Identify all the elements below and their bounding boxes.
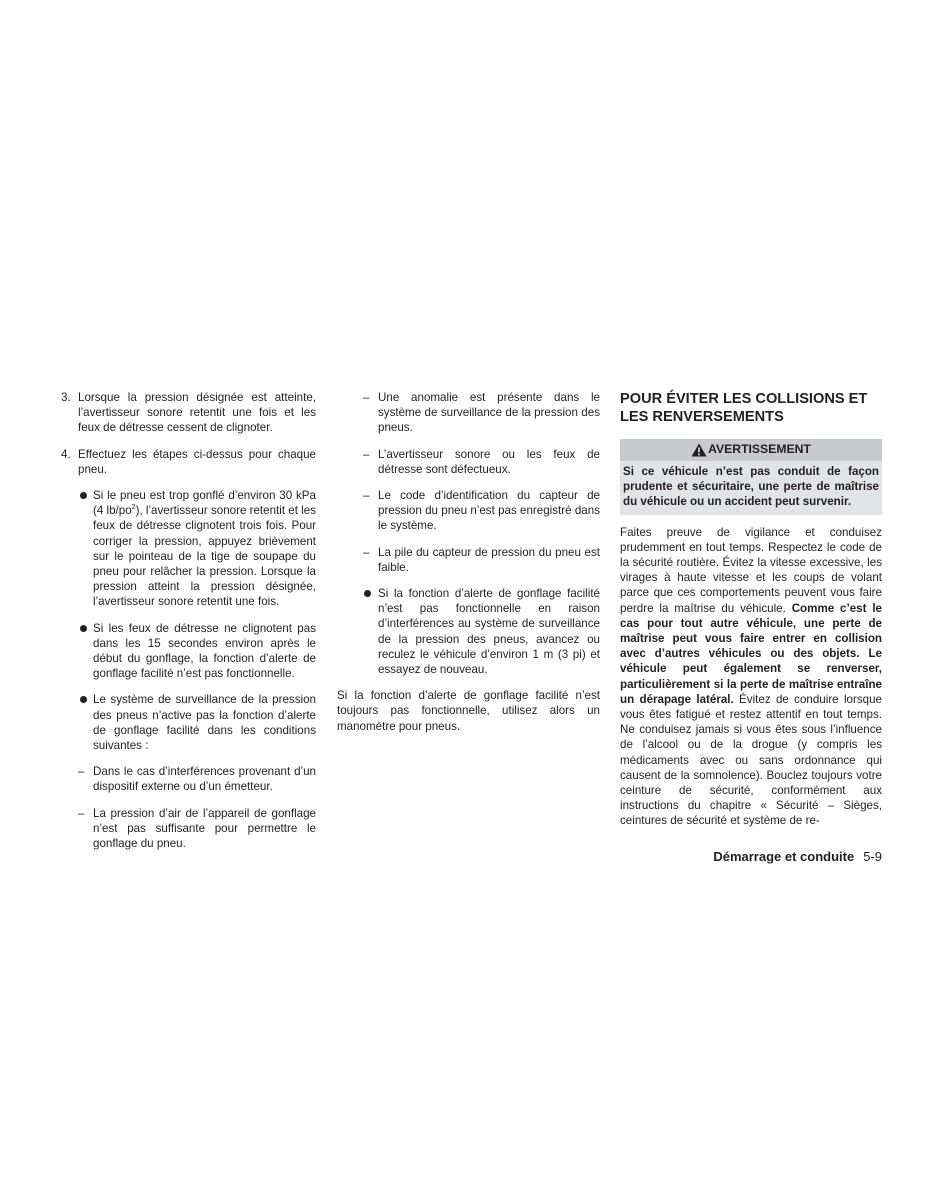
dash-text: Le code d’identification du capteur de pression du pneu n’est pas enregistré dans le système. [378,489,600,533]
warning-label: AVERTISSEMENT [708,442,811,457]
body-paragraph [620,525,882,829]
page-number: 5-9 [863,849,882,864]
bullet-icon [364,590,371,597]
dash-icon: – [363,489,370,503]
dash-icon: – [363,545,370,559]
step-text: Lorsque la pression désignée est atteinte, l’avertisseur sonore retentit une fois et les feux de détresse cessent de clignoter. [78,391,316,435]
dash-text: Dans le cas d’interférences provenant d’un dispositif externe ou d’un émetteur. [93,765,316,794]
dash-icon: – [78,765,85,779]
bullet-text: Si la fonction d’alerte de gonflage facilité n’est pas fonctionnelle en raison d’interférences au système de surveillance de la pression des pneus, avancez ou reculez le véhicule d’environ 1 m (3 pi) et essayez de nouveau. [378,587,600,677]
bullet-no-flash [61,621,316,682]
dash-icon: – [78,806,85,820]
dash-item [61,764,316,794]
warning-text: Si ce véhicule n’est pas conduit de façon prudente et sécuritaire, une perte de maîtrise du véhicule ou un accident peut survenir. [623,465,879,509]
dash-item [337,390,600,436]
superscript: 2 [131,504,136,512]
paragraph: Si la fonction d’alerte de gonflage facilité n’est toujours pas fonctionnelle, utilisez alors un manomètre pour pneus. [337,689,600,733]
dash-item [337,447,600,477]
body-text-1: Faites preuve de vigilance et conduisez prudemment en tout temps. Respectez le code de la sécurité routière. Évitez la vitesse excessive, les virages à haute vitesse et les coups de volant parce que ces comportements peuvent vous faire perdre la maîtrise du véhicule. [620,525,882,615]
warning-icon [691,443,707,457]
bullet-text: Le système de surveillance de la pression des pneus n’active pas la fonction d’alerte de gonflage facilité dans les conditions suivantes : [93,693,316,753]
bullet-icon [80,625,87,632]
warning-header [620,439,882,461]
section-title: POUR ÉVITER LES COLLISIONS ET LES RENVERSEMENTS [620,391,868,425]
bullet-text-pre: Si le pneu est trop gonflé d’environ 30 kPa (4 lb/po [93,489,316,518]
dash-text: La pression d’air de l’appareil de gonflage n’est pas suffisante pour permettre le gonflage du pneu. [93,806,316,851]
warning-box [620,439,882,515]
body-text-bold: Comme c’est le cas pour tout autre véhicule, une perte de maîtrise peut vous faire entrer en collision avec d’autres véhicules ou des objets. Le véhicule peut également se renverser, particulièrement si la perte de maîtrise entraîne un dérapage latéral. [620,601,883,706]
dash-item [337,488,600,534]
body-text-2: Évitez de conduire lorsque vous êtes fatigué et restez attentif en tout temps. Ne conduisez jamais si vous êtes sous l’influence de l’alcool ou de la drogue (y compris les médicaments avec ou sans ordonnance qui causent de la somnolence). Bouclez toujours votre ceinture de sécurité, conformément aux instructions du chapitre « Sécurité – Sièges, ceintures de sécurité et système de re- [620,692,882,828]
bullet-text-post: ), l’avertisseur sonore retentit et les feux de détresse clignotent trois fois. Pour corriger la pression, appuyez brièvement sur le pointeau de la tige de soupape du pneu pour relâcher la pression. Lorsque la pression atteint la pression désignée, l’avertisseur sonore retentit une fois. [93,504,317,609]
dash-icon: – [363,447,370,461]
step-number: 3. [61,391,71,404]
dash-item [337,545,600,575]
page-footer [660,849,882,864]
bullet-icon [80,492,87,499]
dash-icon: – [363,391,370,404]
bullet-text: Si les feux de détresse ne clignotent pas dans les 15 secondes environ après le début du gonflage, la fonction d’alerte de gonflage facilité n’est pas fonctionnelle. [93,621,316,681]
column-left [61,390,316,862]
dash-text: L’avertisseur sonore ou les feux de détresse sont défectueux. [378,447,600,476]
bullet-conditions [61,692,316,753]
bullet-icon [80,696,87,703]
dash-item [61,806,316,852]
step-text: Effectuez les étapes ci-dessus pour chaque pneu. [78,447,316,476]
step-4 [61,447,316,477]
bullet-interference [337,586,600,677]
footer-section-title: Démarrage et conduite [713,849,855,864]
dash-text: La pile du capteur de pression du pneu est faible. [378,545,600,574]
dash-text: Une anomalie est présente dans le système de surveillance de la pression des pneus. [378,391,600,435]
step-number: 4. [61,447,71,461]
column-middle [337,390,600,745]
bullet-overinflated [61,488,316,610]
column-right [620,390,882,840]
step-3 [61,390,316,436]
